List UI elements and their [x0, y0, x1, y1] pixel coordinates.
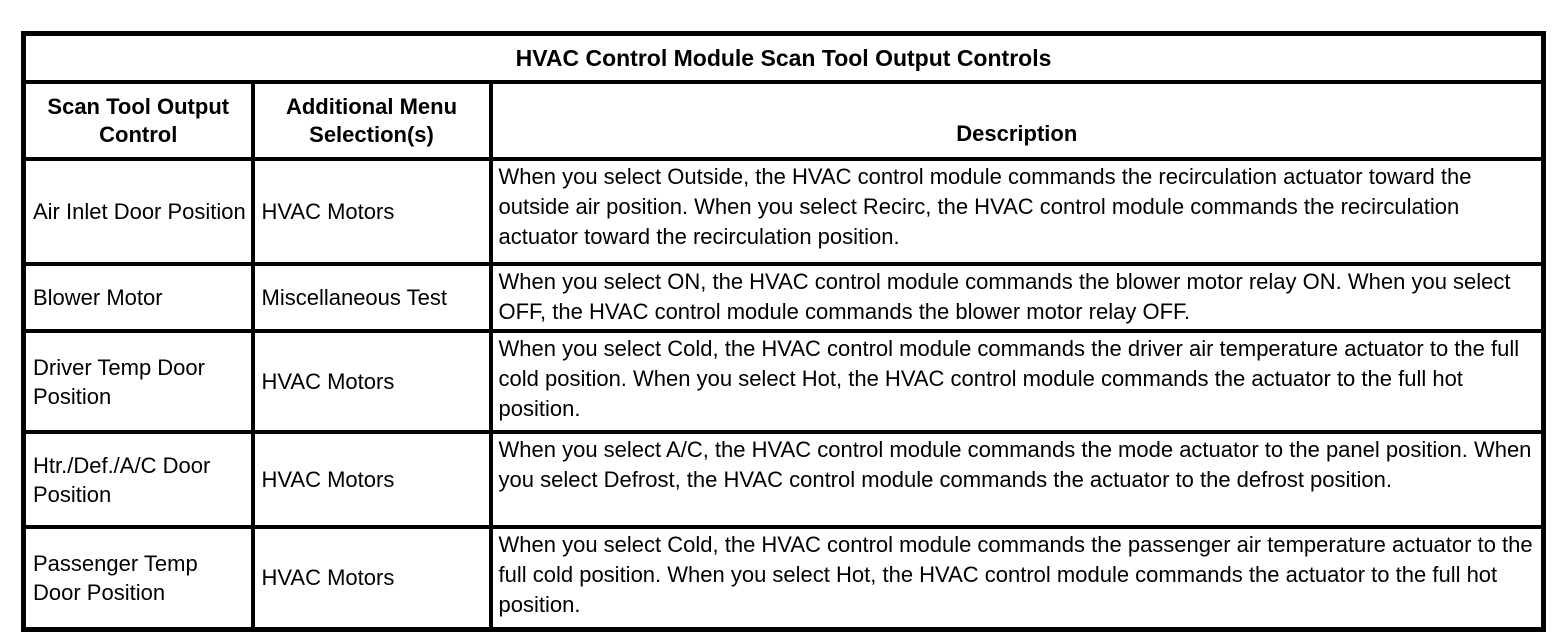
table-row-htr-def-ac-door-position [24, 432, 1544, 527]
description-cell: When you select Outside, the HVAC control module commands the recirculation actuator toward the outside air position. When you select Recirc, the HVAC control module commands the recirculation actuator toward the recirculation position. [491, 159, 1544, 264]
description-cell: When you select ON, the HVAC control module commands the blower motor relay ON. When you select OFF, the HVAC control module commands the blower motor relay OFF. [491, 264, 1544, 331]
table-row-passenger-temp-door-position [24, 527, 1544, 629]
table-title-row [24, 34, 1544, 83]
hvac-output-controls-table [21, 31, 1546, 632]
table-title: HVAC Control Module Scan Tool Output Controls [24, 34, 1544, 83]
column-header-additional-menu-selections: Additional Menu Selection(s) [253, 82, 491, 159]
control-cell: Driver Temp Door Position [24, 331, 253, 432]
table-row-blower-motor [24, 264, 1544, 331]
menu-cell: HVAC Motors [253, 159, 491, 264]
table-row-driver-temp-door-position [24, 331, 1544, 432]
menu-cell: HVAC Motors [253, 527, 491, 629]
column-header-description: Description [491, 82, 1544, 159]
menu-cell: Miscellaneous Test [253, 264, 491, 331]
menu-cell: HVAC Motors [253, 432, 491, 527]
table-header-row [24, 82, 1544, 159]
description-cell: When you select Cold, the HVAC control module commands the passenger air temperature actuator to the full cold position. When you select Hot, the HVAC control module commands the actuator to the full hot position. [491, 527, 1544, 629]
description-cell: When you select A/C, the HVAC control module commands the mode actuator to the panel position. When you select Defrost, the HVAC control module commands the actuator to the defrost position. [491, 432, 1544, 527]
control-cell: Passenger Temp Door Position [24, 527, 253, 629]
menu-cell: HVAC Motors [253, 331, 491, 432]
control-cell: Blower Motor [24, 264, 253, 331]
control-cell: Air Inlet Door Position [24, 159, 253, 264]
table-row-air-inlet-door-position [24, 159, 1544, 264]
control-cell: Htr./Def./A/C Door Position [24, 432, 253, 527]
description-cell: When you select Cold, the HVAC control module commands the driver air temperature actuator to the full cold position. When you select Hot, the HVAC control module commands the actuator to the full hot position. [491, 331, 1544, 432]
column-header-scan-tool-output-control: Scan Tool Output Control [24, 82, 253, 159]
